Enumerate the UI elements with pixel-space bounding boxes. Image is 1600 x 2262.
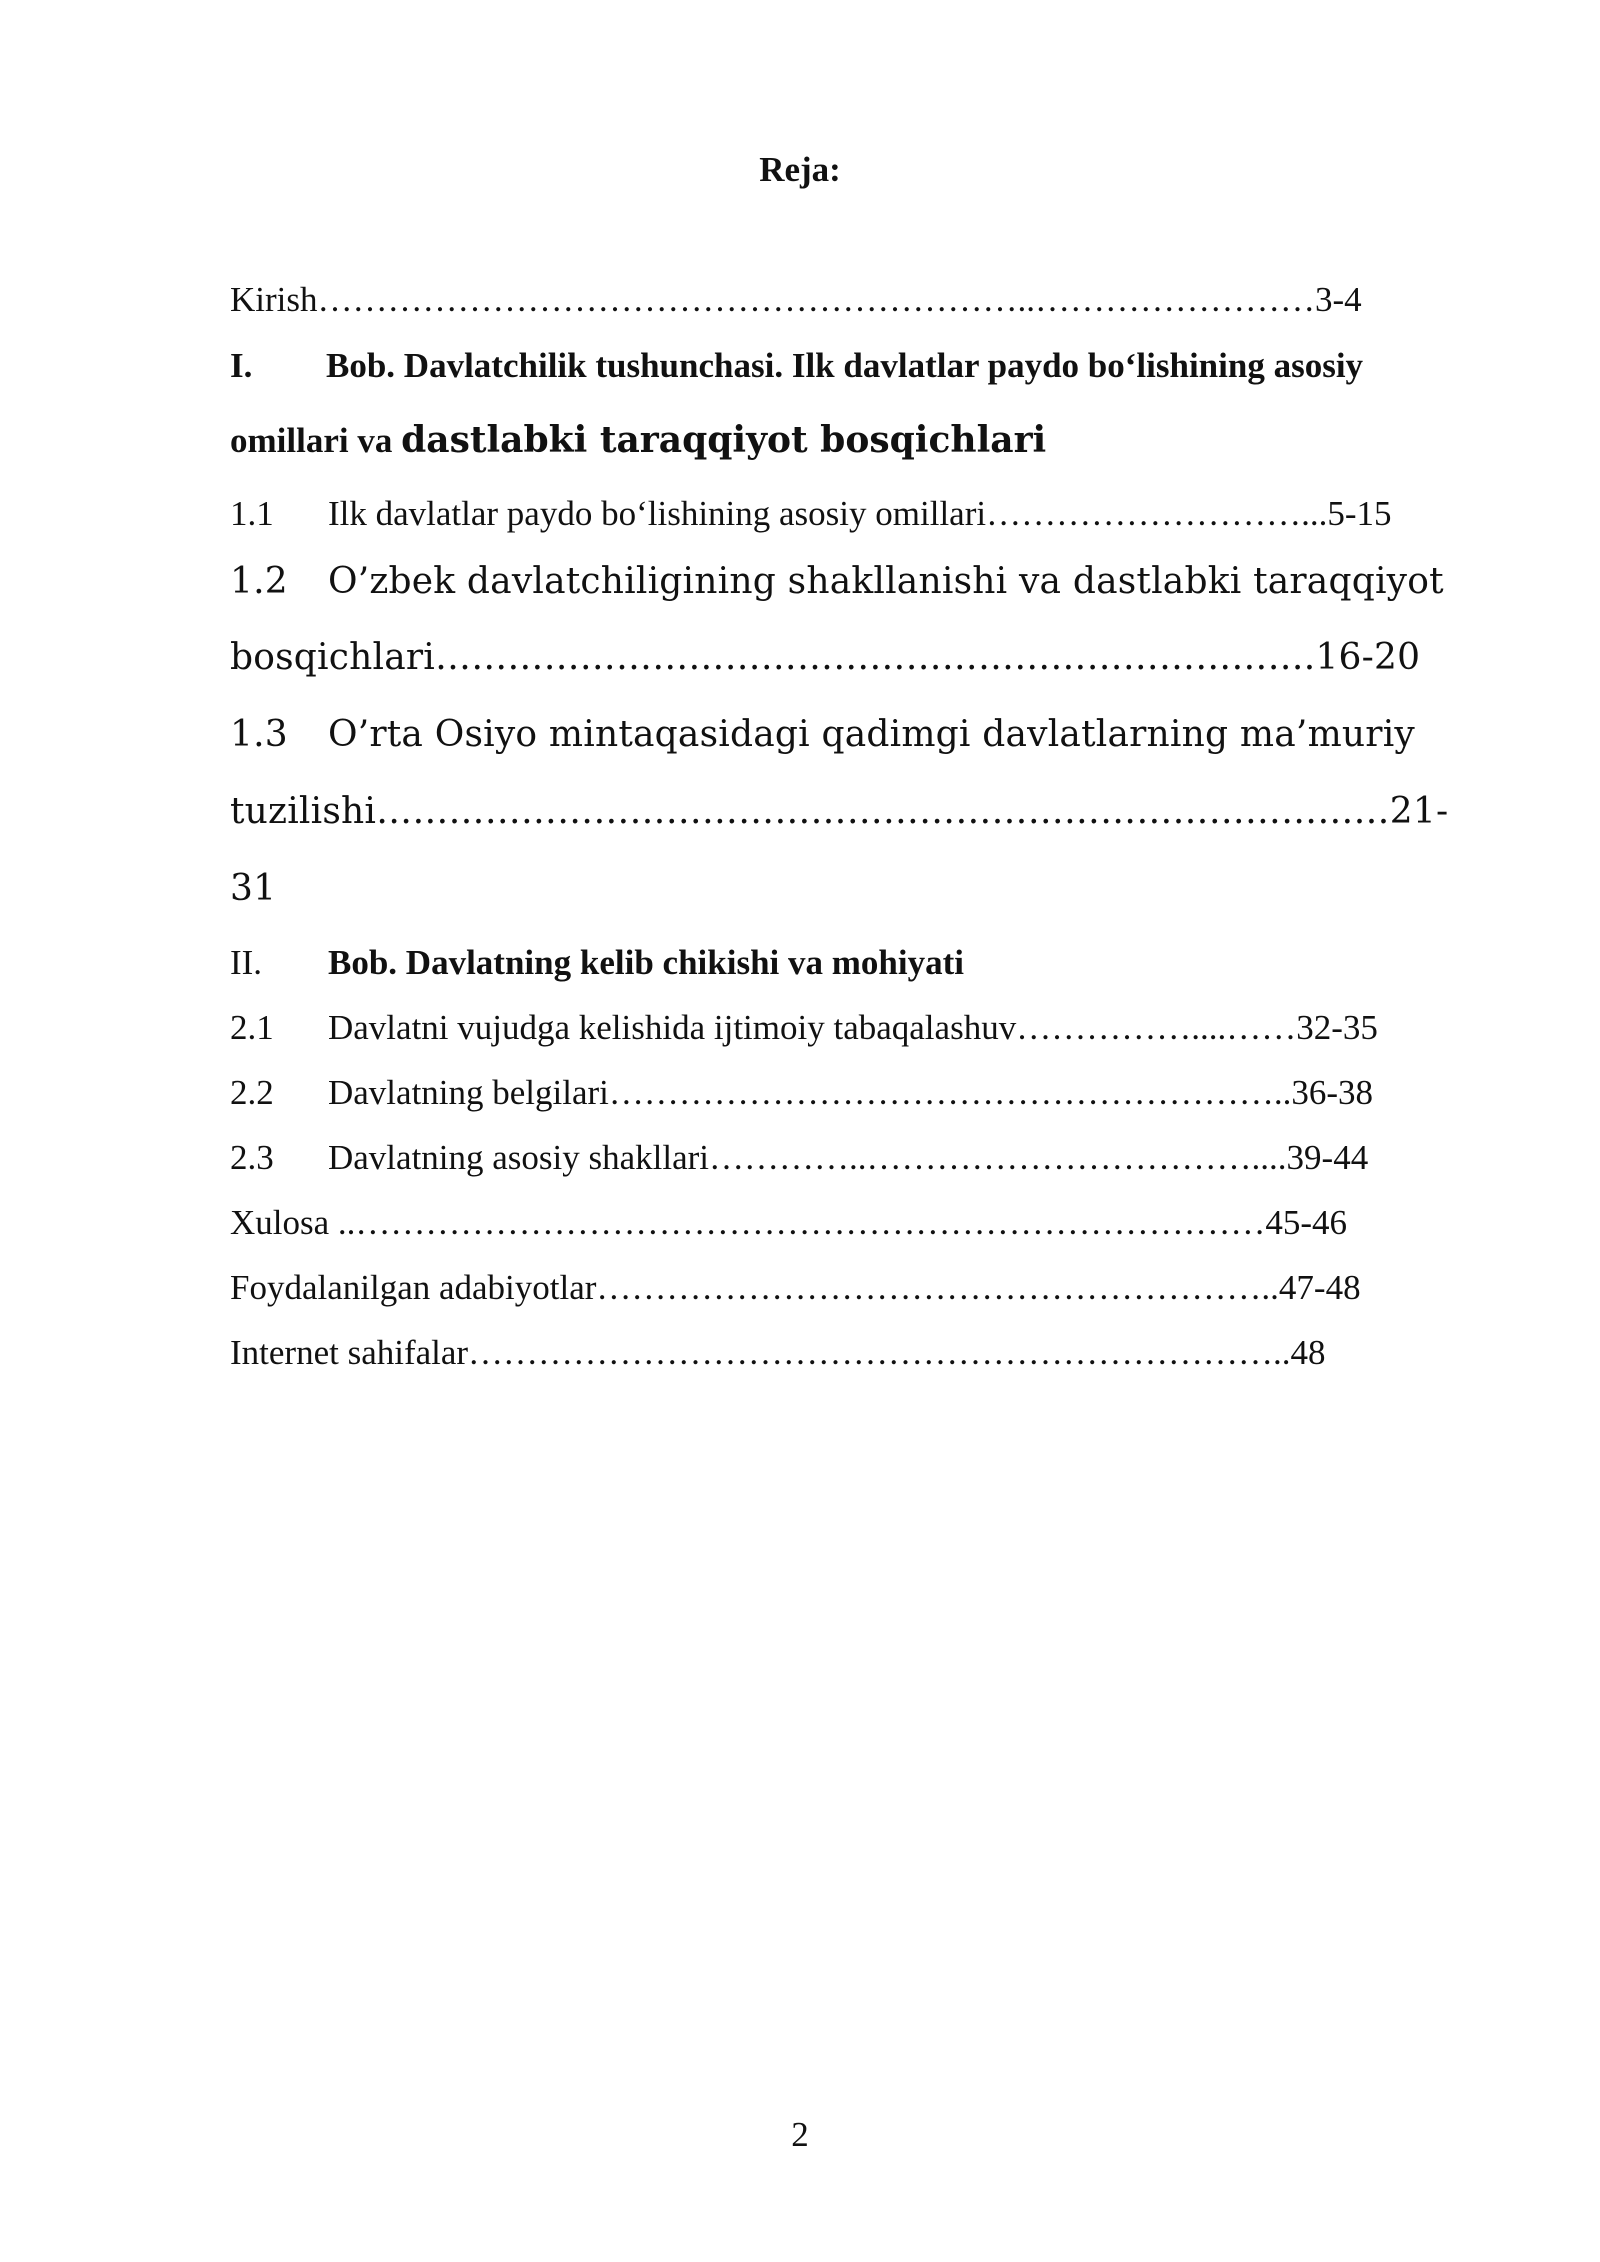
page-number: 2 xyxy=(791,2115,809,2154)
section-title: O’zbek davlatchiligining shakllanishi va dastlabki taraqqiyot xyxy=(328,561,1444,602)
chapter-title-part: omillari va xyxy=(230,421,402,460)
toc-section-2-1 xyxy=(230,1008,1378,1048)
toc-entry-adabiyotlar: Foydalanilgan adabiyotlar…………………………………………………..47-48 xyxy=(230,1268,1361,1307)
toc-chapter-1 xyxy=(230,346,1363,386)
toc-chapter-1-continued xyxy=(230,420,1046,461)
chapter-title-part-2: dastlabki taraqqiyot bosqichlari xyxy=(401,419,1047,461)
section-title: Davlatni vujudga kelishida ijtimoiy tabaqalashuv……………....……32-35 xyxy=(328,1008,1378,1047)
section-number: 1.2 xyxy=(230,561,288,602)
toc-entry-internet: Internet sahifalar……………………………………………………………..48 xyxy=(230,1333,1326,1372)
section-number: 2.1 xyxy=(230,1008,274,1047)
toc-chapter-2 xyxy=(230,943,964,983)
chapter-title: Bob. Davlatning kelib chikishi va mohiyati xyxy=(328,943,964,982)
toc-entry-kirish: Kirish……………………………………………………..……………………3-4 xyxy=(230,280,1362,319)
section-number: 1.1 xyxy=(230,494,274,533)
toc-section-2-3 xyxy=(230,1138,1368,1178)
toc-section-1-2-continued: bosqichlari……………………………………………………………….16-20 xyxy=(230,637,1421,678)
toc-entry-xulosa: Xulosa ..……………………………………………………………………45-46 xyxy=(230,1203,1348,1242)
chapter-number: I. xyxy=(230,346,253,385)
toc-section-1-3-continued: tuzilishi…………………………………………………………………………21- xyxy=(230,791,1449,832)
section-title: Davlatning asosiy shakllari…………..……………………………....39-44 xyxy=(328,1138,1369,1177)
section-title: Davlatning belgilari…………………………………………………..36-38 xyxy=(328,1073,1374,1112)
chapter-title: Bob. Davlatchilik tushunchasi. Ilk davlatlar paydo bo‘lishining asosiy xyxy=(326,346,1364,385)
section-number: 2.3 xyxy=(230,1138,274,1177)
toc-section-1-3 xyxy=(230,715,1415,755)
toc-section-1-2 xyxy=(230,562,1444,602)
page-title: Reja: xyxy=(759,150,841,189)
toc-section-1-1 xyxy=(230,494,1391,534)
section-number: 1.3 xyxy=(230,714,288,755)
section-title: Ilk davlatlar paydo bo‘lishining asosiy omillari………………………...5-15 xyxy=(328,494,1392,533)
section-title: O’rta Osiyo mintaqasidagi qadimgi davlatlarning ma’muriy xyxy=(328,714,1415,755)
toc-section-1-3-pages: 31 xyxy=(230,868,277,909)
chapter-number: II. xyxy=(230,943,263,982)
toc-section-2-2 xyxy=(230,1073,1373,1113)
section-number: 2.2 xyxy=(230,1073,274,1112)
